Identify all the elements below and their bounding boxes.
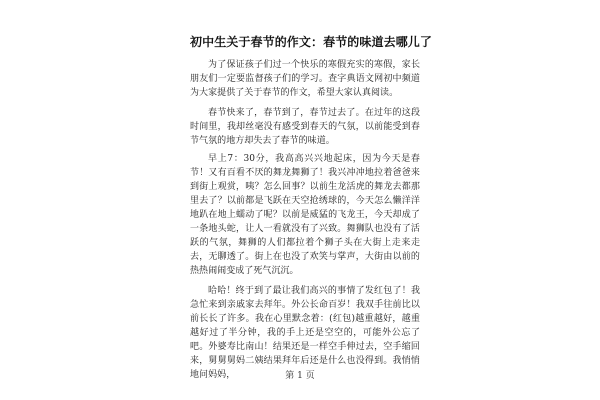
paragraph-morning: 早上7：30分，我高高兴兴地起床，因为今天是春节！又有百看不厌的舞龙舞狮了！我兴冲冲地拉着爸爸来到街上观赏，咦？怎么回事？以前生龙活虎的舞龙去都那里去了？以前都是飞跃在天空抢绣球的，今天怎么懒洋洋地趴在地上蠕动了呢？以前是威猛的飞龙王，今天却成了一条地头蛇，让人一看就没有了兴致。舞狮队也没有了活跃的气氛，舞狮的人们都拉着个狮子头在大街上走来走去，无聊透了。街上在也没了欢笑与掌声，大街由以前的热热闹闹变成了死气沉沉。 <box>190 154 420 276</box>
paragraph-red-envelope: 哈哈！终于到了最让我们高兴的事情了发红包了！我急忙来到亲戚家去拜年。外公长命百岁！我双手往前比以前长长了许多。我在心里默念着：(红包)越重越好，越重越好过了半分钟，我的手上还是空空的，可能外公忘了吧。外婆寿比南山！结果还是一样空手伸过去，空手缩回来，舅舅舅妈二姨结果拜年后还是什么也没得到。我悄悄地问妈妈， <box>190 286 420 380</box>
paragraph-intro: 为了保证孩子们过一个快乐的寒假充实的寒假，家长朋友们一定要监督孩子们的学习。查字典语文网初中频道为大家提供了关于春节的作文，希望大家认真阅读。 <box>190 60 420 98</box>
document-title: 初中生关于春节的作文：春节的味道去哪儿了 <box>190 35 433 49</box>
paragraph-festival: 春节快来了，春节到了，春节过去了。在过年的这段时间里，我却丝毫没有感受到春天的气氛，以前能受到春节气氛的地方却失去了春节的味道。 <box>190 108 420 146</box>
page-number: 第 1 页 <box>285 371 315 381</box>
document-body <box>190 34 433 388</box>
